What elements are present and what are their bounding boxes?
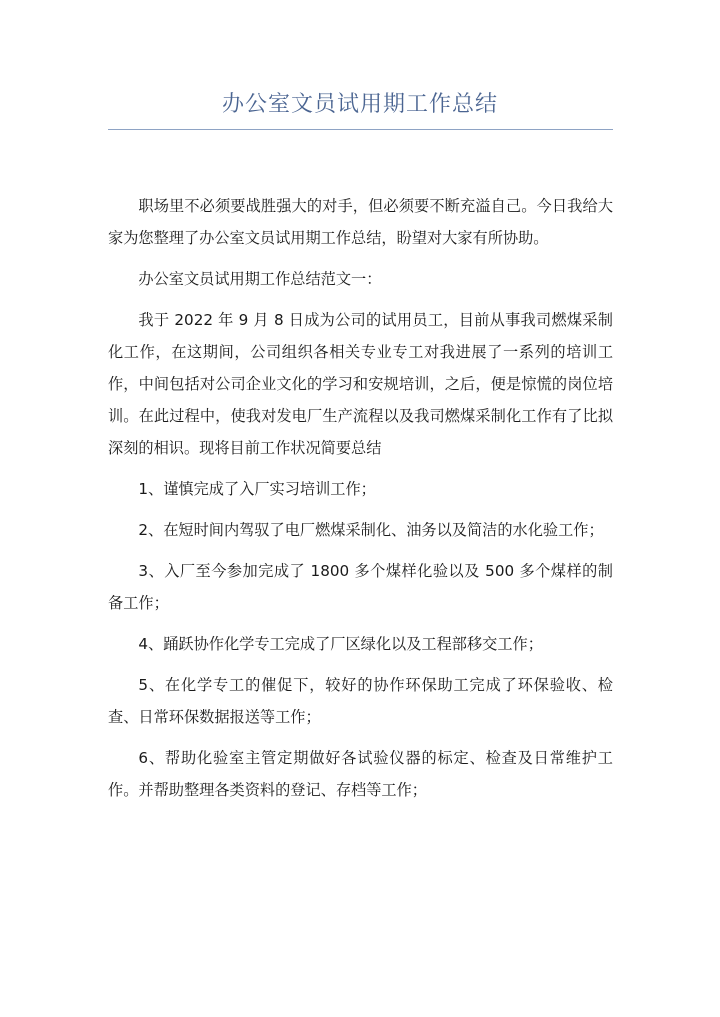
list-item-5: 5、在化学专工的催促下，较好的协作环保助工完成了环保验收、检查、日常环保数据报送等工作； xyxy=(108,676,613,726)
list-item-4: 4、踊跃协作化学专工完成了厂区绿化以及工程部移交工作； xyxy=(138,635,543,653)
paragraph-sample-heading: 办公室文员试用期工作总结范文一： xyxy=(138,270,382,288)
list-item-3: 3、入厂至今参加完成了 1800 多个煤样化验以及 500 多个煤样的制备工作； xyxy=(108,562,613,612)
list-item-1: 1、谨慎完成了入厂实习培训工作； xyxy=(138,480,376,498)
list-item-2: 2、在短时间内驾驭了电厂燃煤采制化、油务以及简洁的水化验工作； xyxy=(138,521,604,539)
title-underline xyxy=(108,129,613,130)
paragraph-intro: 职场里不必须要战胜强大的对手，但必须要不断充溢自己。今日我给大家为您整理了办公室文员试用期工作总结，盼望对大家有所协助。 xyxy=(108,197,613,247)
document-body xyxy=(108,190,613,815)
document-title: 办公室文员试用期工作总结 xyxy=(221,92,498,117)
paragraph-overview: 我于 2022 年 9 月 8 日成为公司的试用员工，目前从事我司燃煤采制化工作，在这期间，公司组织各相关专业专工对我进展了一系列的培训工作，中间包括对公司企业文化的学习和安规培训，之后，便是惊慌的岗位培训。在此过程中，使我对发电厂生产流程以及我司燃煤采制化工作有了比拟深刻的相识。现将目前工作状况简要总结 xyxy=(108,311,613,457)
list-item-6: 6、帮助化验室主管定期做好各试验仪器的标定、检查及日常维护工作。并帮助整理各类资料的登记、存档等工作； xyxy=(108,749,613,799)
